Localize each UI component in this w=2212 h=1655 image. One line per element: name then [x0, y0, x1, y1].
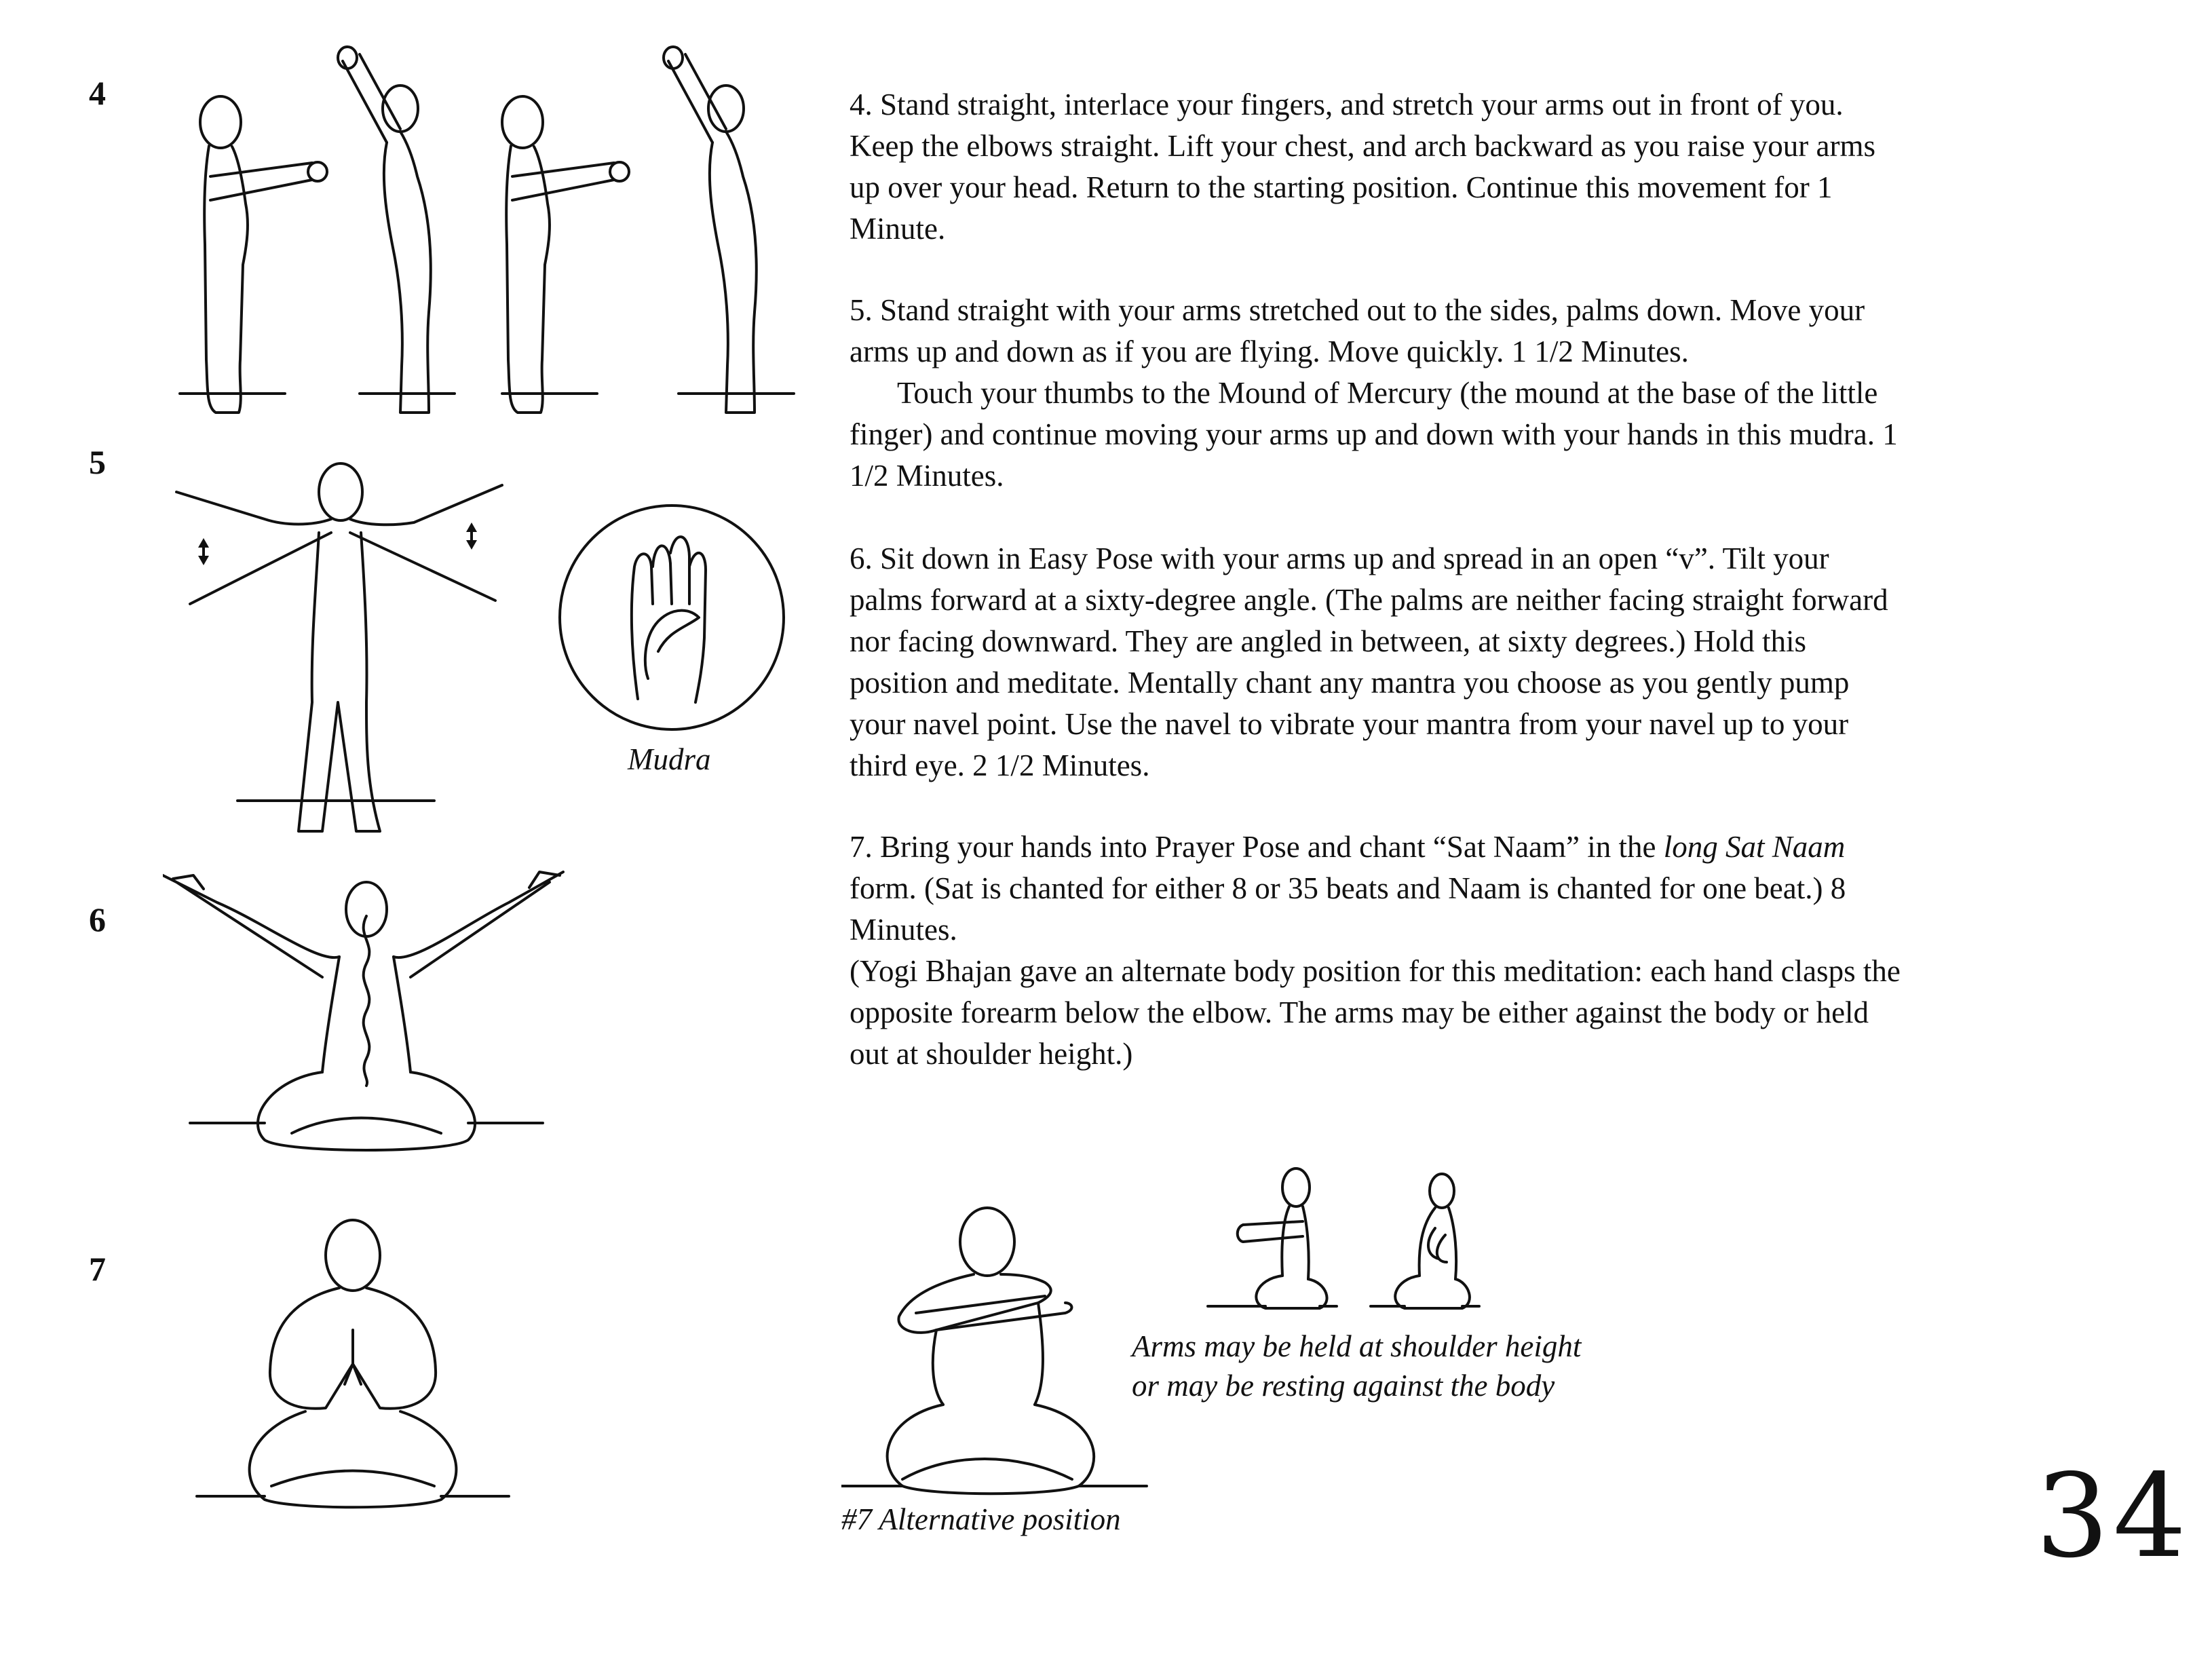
figure-arms-forward-2	[502, 96, 629, 413]
mudra-illustration	[550, 502, 794, 733]
step-7-text	[850, 826, 1908, 951]
arms-options-illustration	[1201, 1160, 1486, 1316]
figure-arms-raised	[338, 47, 431, 413]
alt-position-illustration	[841, 1194, 1153, 1500]
step-7-text-italic: long Sat Naam	[1663, 830, 1846, 864]
step-number-6: 6	[89, 900, 106, 938]
step-number-5: 5	[89, 443, 106, 481]
step-7-text-start: 7. Bring your hands into Prayer Pose and chant “Sat Naam” in the	[850, 830, 1664, 864]
step-5-mudra-text	[850, 373, 1908, 497]
step-7-note: (Yogi Bhajan gave an alternate body position for this meditation: each hand clasps the opposite forearm below the elbow. The arms may be either against the body or held out at shoulder height.)	[850, 954, 1901, 1071]
step-6-text: 6. Sit down in Easy Pose with your arms up and spread in an open “v”. Tilt your palms forward at a sixty-degree angle. (The palms are neither facing straight forward nor facing downward. They are angled in between, at sixty degrees.) Hold this position and meditate. Mentally chant any mantra you choose as you gently pump your navel point. Use the navel to vibrate your mantra from your navel up to your third eye. 2 1/2 Minutes.	[850, 541, 1888, 782]
alt-position-caption: #7 Alternative position	[841, 1502, 1121, 1536]
figure-arms-forward	[200, 96, 327, 413]
mudra-caption: Mudra	[628, 742, 711, 776]
arms-caption-line-2: or may be resting against the body	[1132, 1369, 1555, 1403]
step-number-7: 7	[89, 1250, 106, 1288]
step-6-illustration	[163, 862, 597, 1174]
step-4-illustration	[163, 41, 814, 421]
step-7-illustration	[190, 1208, 516, 1520]
arms-caption-line-1: Arms may be held at shoulder height	[1132, 1329, 1582, 1363]
step-4-text: 4. Stand straight, interlace your fingers, and stretch your arms out in front of you. Keep the elbows straight. Lift your chest, and arch backward as you raise your arms up over your head. Return to the starting position. Continue this movement for 1 Minute.	[850, 88, 1876, 246]
page-number: 34	[2036, 1449, 2191, 1584]
figure-arms-raised-2	[664, 47, 757, 413]
step-5-text: 5. Stand straight with your arms stretched out to the sides, palms down. Move your arms up and down as if you are flying. Move quickly. 1 1/2 Minutes.	[850, 293, 1865, 368]
arms-caption	[1132, 1327, 1581, 1405]
step-number-4: 4	[89, 74, 106, 112]
step-5-mudra-text-body: Touch your thumbs to the Mound of Mercury (the mound at the base of the little finger) and continue moving your arms up and down with your hands in this mudra. 1 1/2 Minutes.	[850, 376, 1898, 493]
step-7-text-end: form. (Sat is chanted for either 8 or 35 beats and Naam is chanted for one beat.) 8 Minutes.	[850, 871, 1846, 947]
step-5-illustration	[163, 458, 516, 838]
